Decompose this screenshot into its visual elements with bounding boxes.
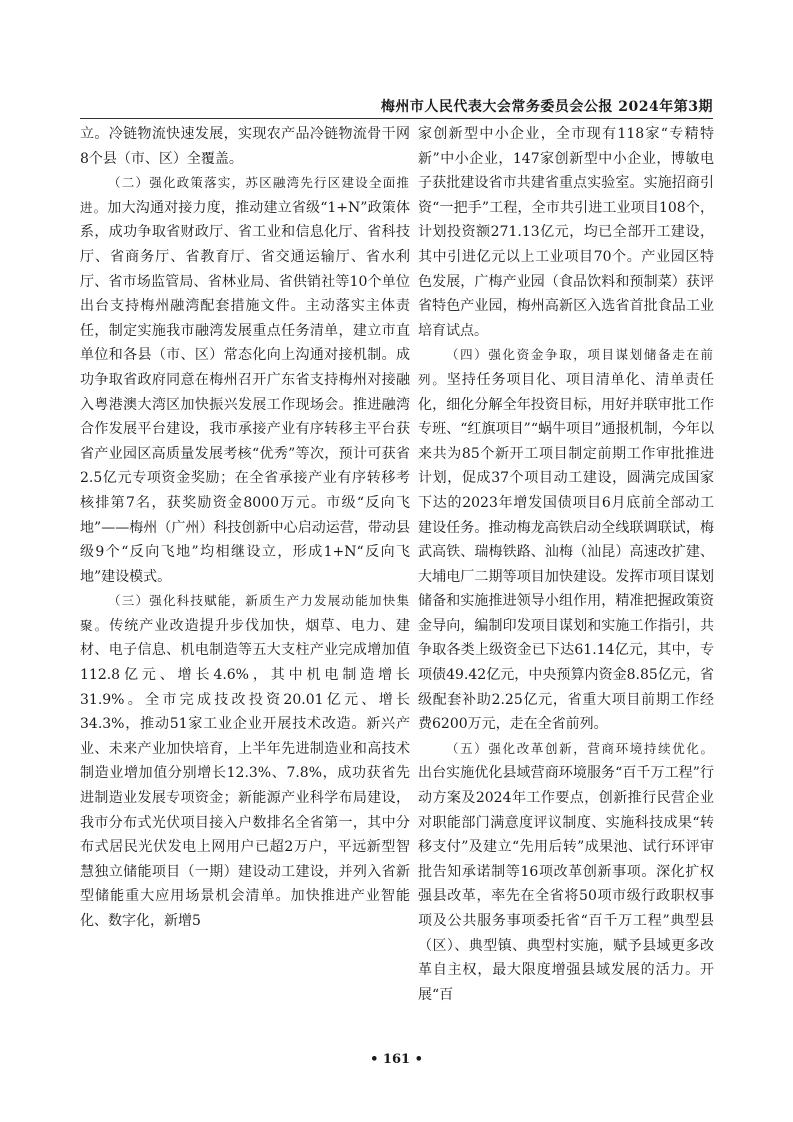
paragraph-body: 传统产业改造提升步伐加快，烟草、电力、建材、电子信息、机电制造等五大支柱产业完成增加值112.8亿元、增长4.6%，其中机电制造增长31.9%。全市完成技改投资20.01亿元、增长34.3%，推动51家工业企业开展技术改造。新兴产业、未来产业加快培育，上半年先进制造业和高技术制造业增加值分别增长12.3%、7.8%，成功获省先进制造业发展专项资金；新能源产业科学布局建设，我市分布式光伏项目接入户数排名全省第一，其中分布式居民光伏发电上网用户已超2万户，平远新型智慧独立储能项目（一期）建设动工建设，并列入省新型储能重大应用场景机会清单。加快推进产业智能化、数字化，新增5: [80, 617, 410, 929]
page-header: [0, 96, 793, 120]
paragraph-body: 加大沟通对接力度，推动建立省级“1+N”政策体系，成功争取省财政厅、省工业和信息化厅、省科技厅、省商务厅、省教育厅、省交通运输厅、省水利厅、省市场监管局、省林业局、省供销社等10个单位出台支持梅州融湾配套措施文件。主动落实主体责任，制定实施我市融湾发展重点任务清单，建立市直单位和各县（市、区）常态化向上沟通对接机制。成功争取省政府同意在梅州召开广东省支持梅州对接融入粤港澳大湾区加快振兴发展工作现场会。推进融湾合作发展平台建设，我市承接产业有序转移主平台获省产业园区高质量发展考核“优秀”等次，预计可获省2.5亿元专项资金奖励；在全省承接产业有序转移考核排第7名，获奖励资金8000万元。市级“反向飞地”——梅州（广州）科技创新中心启动运营，带动县级9个“反向飞地”均相继设立，形成1+N“反向飞地”建设模式。: [80, 199, 410, 585]
section-heading: （四）强化资金争取，项目谋划储备走在前列。: [418, 347, 714, 387]
paragraph: 立。冷链物流快速发展，实现农产品冷链物流骨干网8个县（市、区）全覆盖。: [80, 126, 410, 167]
paragraph: [418, 343, 714, 737]
right-column: [418, 122, 714, 1007]
section-heading: （二）强化政策落实，苏区融湾先行区建设全面推进。: [80, 175, 410, 215]
paragraph: [80, 171, 410, 589]
paragraph-body: 坚持任务项目化、项目清单化、清单责任化，细化分解全年投资目标，用好并联审批工作专班、“红旗项目”“蜗牛项目”通报机制，今年以来共为85个新开工项目制定前期工作审批推进计划，促成37个项目动工建设，圆满完成国家下达的2023年增发国债项目6月底前全部动工建设任务。推动梅龙高铁启动全线联调联试，梅武高铁、瑞梅铁路、汕梅（汕昆）高速改扩建、大埔电厂二期等项目加快建设。发挥市项目谋划储备和实施推进领导小组作用，精准把握政策资金导向，编制印发项目谋划和实施工作指引，共争取各类上级资金已下达61.14亿元，其中，专项债49.42亿元，中央预算内资金8.85亿元，省级配套补助2.25亿元，省重大项目前期工作经费6200万元，走在全省前列。: [418, 371, 714, 733]
left-column: [80, 122, 410, 934]
paragraph: 家创新型中小企业，全市现有118家“专精特新”中小企业，147家创新型中小企业，博敏电子获批建设省市共建省重点实验室。实施招商引资“一把手”工程，全市共引进工业项目108个，计划投资额271.13亿元，均已全部开工建设，其中引进亿元以上工业项目70个。产业园区特色发展，广梅产业园（食品饮料和预制菜）获评省特色产业园，梅州高新区入选省首批食品工业培育试点。: [418, 126, 714, 339]
journal-title: 梅州市人民代表大会常务委员会公报 2024年第3期: [380, 99, 713, 115]
page-number: • 161 •: [370, 1052, 423, 1067]
paragraph: [80, 589, 410, 933]
section-heading: （三）强化科技赋能，新质生产力发展动能加快集聚。: [80, 593, 410, 633]
paragraph: [418, 737, 714, 1008]
paragraph-body: 出台实施优化县域营商环境服务“百千万工程”行动方案及2024年工作要点，创新推行民营企业对职能部门满意度评议制度、实施科技成果“转移支付”及建立“先用后转”成果池、试行环评审批告知承诺制等16项改革创新事项。深化扩权强县改革，率先在全省将50项市级行政职权事项及公共服务事项委托省“百千万工程”典型县（区）、典型镇、典型村实施，赋予县域更多改革自主权，最大限度增强县域发展的活力。开展“百: [418, 765, 714, 1003]
section-heading: （五）强化改革创新，营商环境持续优化。: [446, 740, 714, 756]
header-divider: [80, 118, 713, 119]
